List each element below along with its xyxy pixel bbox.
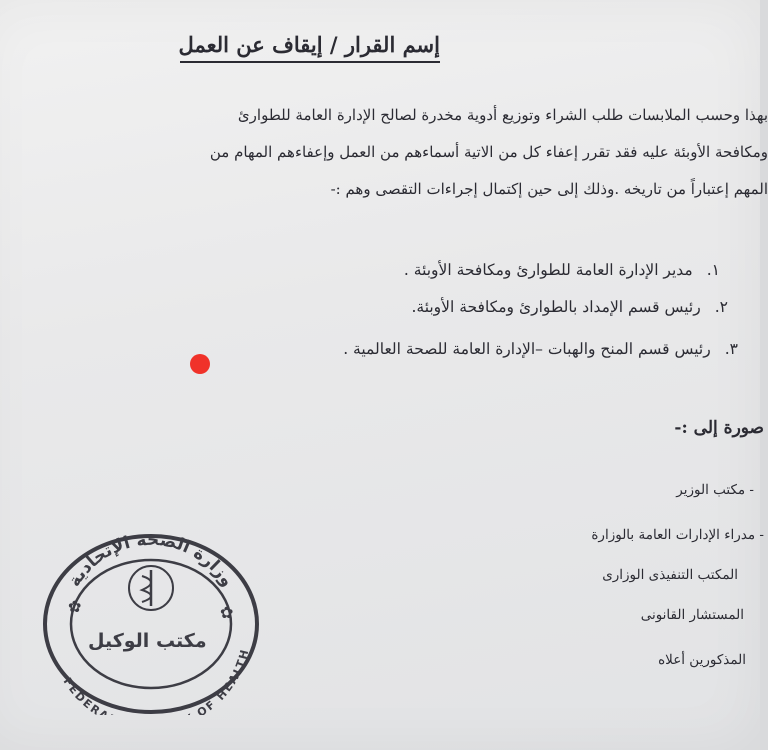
copy-recipient: - مدراء الإدارات العامة بالوزارة xyxy=(591,527,764,543)
copy-recipient: المكتب التنفيذى الوزارى xyxy=(602,567,738,583)
paragraph-line-1: بهذا وحسب الملابسات طلب الشراء وتوزيع أدوية مخدرة لصالح الإدارة العامة للطوارئ xyxy=(237,106,768,124)
paragraph-line-2: ومكافحة الأوبئة عليه فقد تقرر إعفاء كل من الاتية أسماءهم من العمل وإعفاءهم المهام من xyxy=(209,143,768,161)
list-item-number: ٣. xyxy=(724,340,738,358)
document-title: إسم القرار / إيقاف عن العمل xyxy=(180,32,440,63)
stamp-english-text: FEDER OF HEALTH xyxy=(60,646,252,715)
list-item-number: ١. xyxy=(706,261,720,279)
official-stamp xyxy=(38,520,263,715)
flower-icon: ✿ xyxy=(220,605,234,622)
stamp-ministry-text: وزارة الصحة الإتحادية xyxy=(64,529,238,591)
list-item-text: رئيس قسم المنح والهبات –الإدارة العامة للصحة العالمية . xyxy=(343,340,711,358)
copy-recipient: المذكورين أعلاه xyxy=(658,652,746,668)
red-marker-dot xyxy=(190,354,210,374)
stamp-office-text: مكتب الوكيل xyxy=(88,630,207,652)
flower-icon: ✿ xyxy=(68,599,82,616)
list-item xyxy=(404,261,720,279)
list-item xyxy=(343,340,738,358)
list-item-number: ٢. xyxy=(714,298,728,316)
paragraph-line-3: المهم إعتباراً من تاريخه .وذلك إلى حين إكتمال إجراءات التقصى وهم :- xyxy=(330,180,768,198)
copy-recipient: - مكتب الوزير xyxy=(676,482,754,498)
list-item xyxy=(411,298,728,316)
copy-recipient: المستشار القانونى xyxy=(640,607,744,623)
stamp-seal-icon xyxy=(38,520,263,715)
list-item-text: رئيس قسم الإمداد بالطوارئ ومكافحة الأوبئة. xyxy=(411,298,701,316)
copy-to-heading: صورة إلى :- xyxy=(674,418,764,438)
list-item-text: مدير الإدارة العامة للطوارئ ومكافحة الأوبئة . xyxy=(403,261,693,279)
